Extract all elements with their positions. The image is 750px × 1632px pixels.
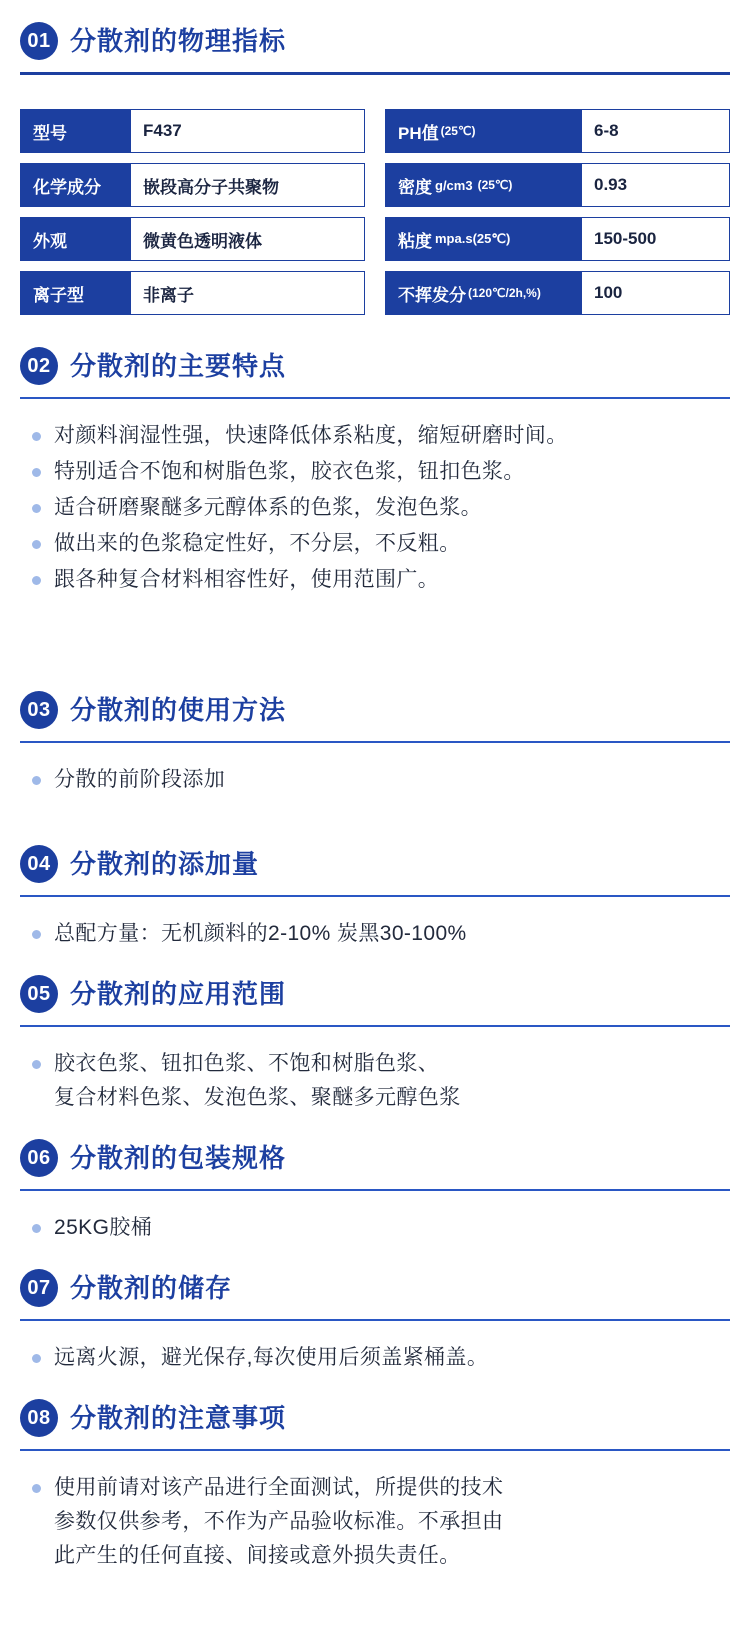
spec-column-right [385,109,730,315]
section-divider [20,1189,730,1191]
table-row [385,109,730,153]
list-item [28,1047,730,1115]
spec-label: 离子型 [21,272,131,314]
spec-label-unit: mpa.s(25℃) [435,231,511,246]
section-dosage [20,823,730,951]
section-physical-specs [20,0,730,315]
list-item: 25KG胶桶 [28,1211,730,1245]
storage-list [20,1341,730,1375]
usage-list [20,763,730,797]
section-usage-method [20,669,730,797]
section-packaging [20,1117,730,1245]
section-number-badge: 05 [20,975,58,1013]
spec-value: 非离子 [131,272,364,314]
notice-line-1: 使用前请对该产品进行全面测试，所提供的技术 [54,1476,504,1500]
section-title: 分散剂的储存 [70,1272,233,1303]
section-number-badge: 02 [20,347,58,385]
packaging-list [20,1211,730,1245]
section-divider [20,1449,730,1451]
spec-label-condition: (25℃) [440,124,476,138]
spacer [20,599,730,669]
spec-value: 微黄色透明液体 [131,218,364,260]
section-number-badge: 04 [20,845,58,883]
section-header [20,669,730,729]
spacer [20,799,730,823]
spec-table [20,109,730,315]
notice-line-3: 此产生的任何直接、间接或意外损失责任。 [54,1544,461,1568]
spec-label [386,110,582,152]
table-row [385,163,730,207]
spec-label-text: PH值 [398,123,439,143]
section-title: 分散剂的应用范围 [70,978,287,1009]
section-header [20,325,730,385]
spec-label-condition: (120℃/2h,%) [468,286,541,300]
section-number-badge: 06 [20,1139,58,1177]
spec-label: 型号 [21,110,131,152]
section-title: 分散剂的添加量 [70,848,260,879]
notice-line-2: 参数仅供参考，不作为产品验收标准。不承担由 [54,1510,504,1534]
spec-label-text: 不挥发分 [398,285,466,305]
spec-label [386,164,582,206]
spec-label [386,218,582,260]
section-header [20,1377,730,1437]
section-title: 分散剂的使用方法 [70,694,287,725]
section-divider [20,895,730,897]
list-item: 远离火源，避光保存,每次使用后须盖紧桶盖。 [28,1341,730,1375]
section-divider [20,1319,730,1321]
spec-label-unit: g/cm3 [435,177,473,193]
section-divider [20,397,730,399]
table-row [20,217,365,261]
application-line-2: 复合材料色浆、发泡色浆、聚醚多元醇色浆 [54,1086,461,1110]
table-row [20,163,365,207]
application-list [20,1047,730,1115]
section-divider [20,741,730,743]
spec-label: 化学成分 [21,164,131,206]
section-header [20,1247,730,1307]
section-application-scope [20,953,730,1115]
spec-value: F437 [131,110,364,152]
section-number-badge: 07 [20,1269,58,1307]
section-number-badge: 03 [20,691,58,729]
table-row [385,271,730,315]
spec-value: 嵌段高分子共聚物 [131,164,364,206]
section-notice [20,1377,730,1573]
spec-label-text: 粘度 [398,231,432,251]
list-item [28,1471,730,1573]
list-item: 对颜料润湿性强，快速降低体系粘度，缩短研磨时间。 [28,419,730,453]
section-title: 分散剂的主要特点 [70,350,287,381]
section-header [20,953,730,1013]
section-header [20,1117,730,1177]
list-item: 做出来的色浆稳定性好，不分层，不反粗。 [28,527,730,561]
spec-column-left [20,109,365,315]
features-list [20,419,730,597]
section-storage [20,1247,730,1375]
spec-value: 150-500 [582,218,729,260]
list-item: 适合研磨聚醚多元醇体系的色浆，发泡色浆。 [28,491,730,525]
spec-value: 6-8 [582,110,729,152]
spec-label-condition: (25℃) [477,178,513,192]
spec-label: 外观 [21,218,131,260]
spec-label-text: 密度 [398,177,432,197]
section-title: 分散剂的包装规格 [70,1142,287,1173]
spec-value: 0.93 [582,164,729,206]
list-item: 特别适合不饱和树脂色浆，胶衣色浆，钮扣色浆。 [28,455,730,489]
section-header [20,0,730,60]
section-divider [20,72,730,75]
spec-value: 100 [582,272,729,314]
table-row [385,217,730,261]
table-row [20,109,365,153]
application-line-1: 胶衣色浆、钮扣色浆、不饱和树脂色浆、 [54,1052,440,1076]
section-title: 分散剂的注意事项 [70,1402,287,1433]
list-item: 分散的前阶段添加 [28,763,730,797]
list-item: 跟各种复合材料相容性好，使用范围广。 [28,563,730,597]
section-title: 分散剂的物理指标 [70,25,287,56]
section-header [20,823,730,883]
section-number-badge: 08 [20,1399,58,1437]
list-item: 总配方量：无机颜料的2-10% 炭黑30-100% [28,917,730,951]
dosage-list [20,917,730,951]
spec-label [386,272,582,314]
table-row [20,271,365,315]
section-number-badge: 01 [20,22,58,60]
section-divider [20,1025,730,1027]
notice-list [20,1471,730,1573]
section-features [20,325,730,597]
